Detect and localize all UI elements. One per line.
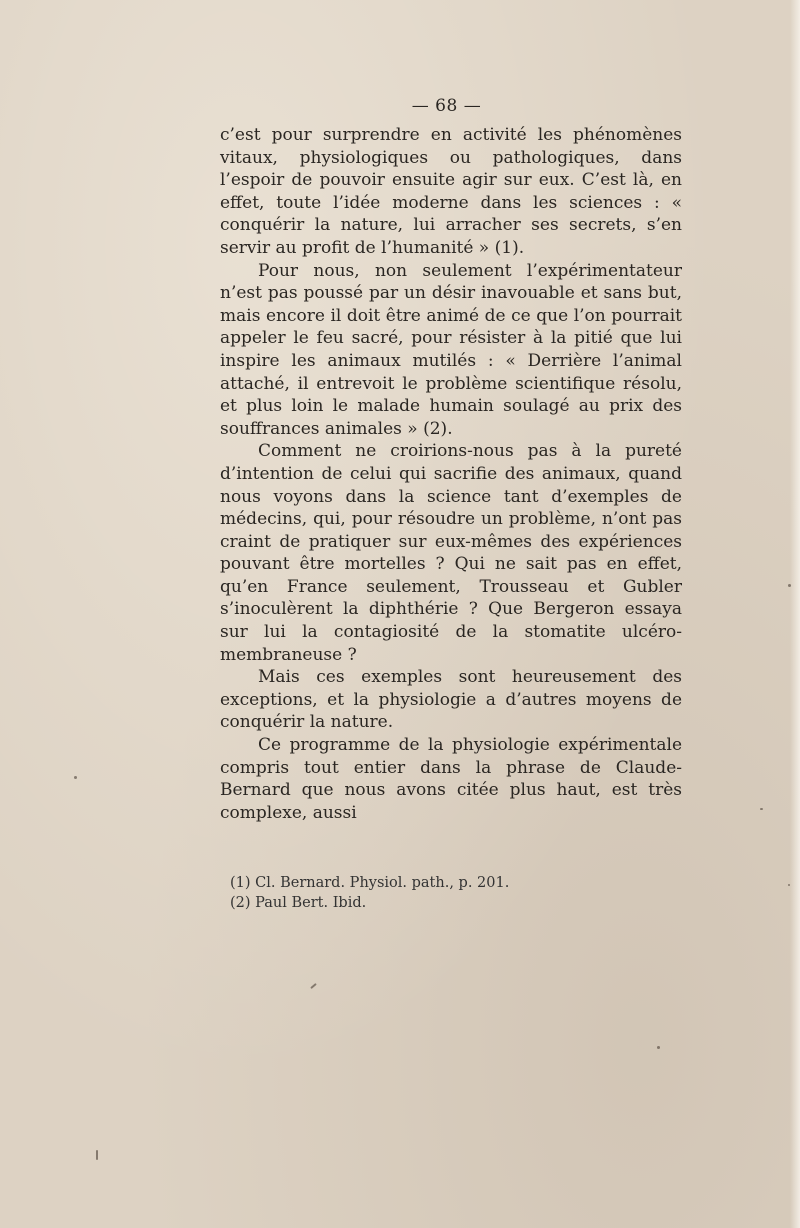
paper-speck — [788, 884, 790, 886]
paper-speck — [96, 1150, 98, 1160]
paper-speck — [657, 1046, 660, 1049]
paragraph-4: Mais ces exemples sont heureusement des exceptions, et la physiologie a d’autres moyens de conquérir la nature. — [220, 667, 682, 733]
paragraph-5: Ce programme de la physiologie expérimentale compris tout entier dans la phrase de Claude-Bernard que nous avons citée plus haut, est très complexe, aussi — [220, 735, 682, 823]
body-text — [220, 124, 682, 824]
footnote-2: (2) Paul Bert. Ibid. — [230, 895, 367, 911]
page-number: — 68 — — [411, 96, 482, 116]
footnotes — [230, 873, 680, 913]
paragraph-2: Pour nous, non seulement l’expérimentateur n’est pas poussé par un désir inavouable et sans but, mais encore il doit être animé de ce que l’on pourrait appeler le feu sacré, pour résister à la pitié que lui inspire les animaux mutilés : « Derrière l’animal attaché, il entrevoit le problème scientifique résolu, et plus loin le malade humain soulagé au prix des souffrances animales » (2). — [220, 260, 682, 439]
paragraph-3: Comment ne croirions-nous pas à la pureté d’intention de celui qui sacrifie des animaux, quand nous voyons dans la science tant d’exemples de médecins, qui, pour résoudre un problème, n’ont pas craint de pratiquer sur eux-mêmes des expériences pouvant être mortelles ? Qui ne sait pas en effet, qu’en France seulement, Trousseau et Gubler s’inoculèrent la diphthérie ? Que Bergeron essaya sur lui la contagiosité de la stomatite ulcéro-membraneuse ? — [220, 441, 682, 665]
paper-speck — [310, 983, 317, 989]
paper-speck — [74, 776, 77, 779]
page-edge — [790, 0, 800, 1228]
paragraph-1: c’est pour surprendre en activité les phénomènes vitaux, physiologiques ou pathologiques, dans l’espoir de pouvoir ensuite agir sur eux. C’est là, en effet, toute l’idée moderne dans les sciences : « conquérir la nature, lui arracher ses secrets, s’en servir au profit de l’humanité » (1). — [220, 125, 682, 258]
footnote-1: (1) Cl. Bernard. Physiol. path., p. 201. — [230, 875, 510, 891]
paper-speck — [760, 808, 763, 810]
paper-speck — [788, 584, 791, 587]
